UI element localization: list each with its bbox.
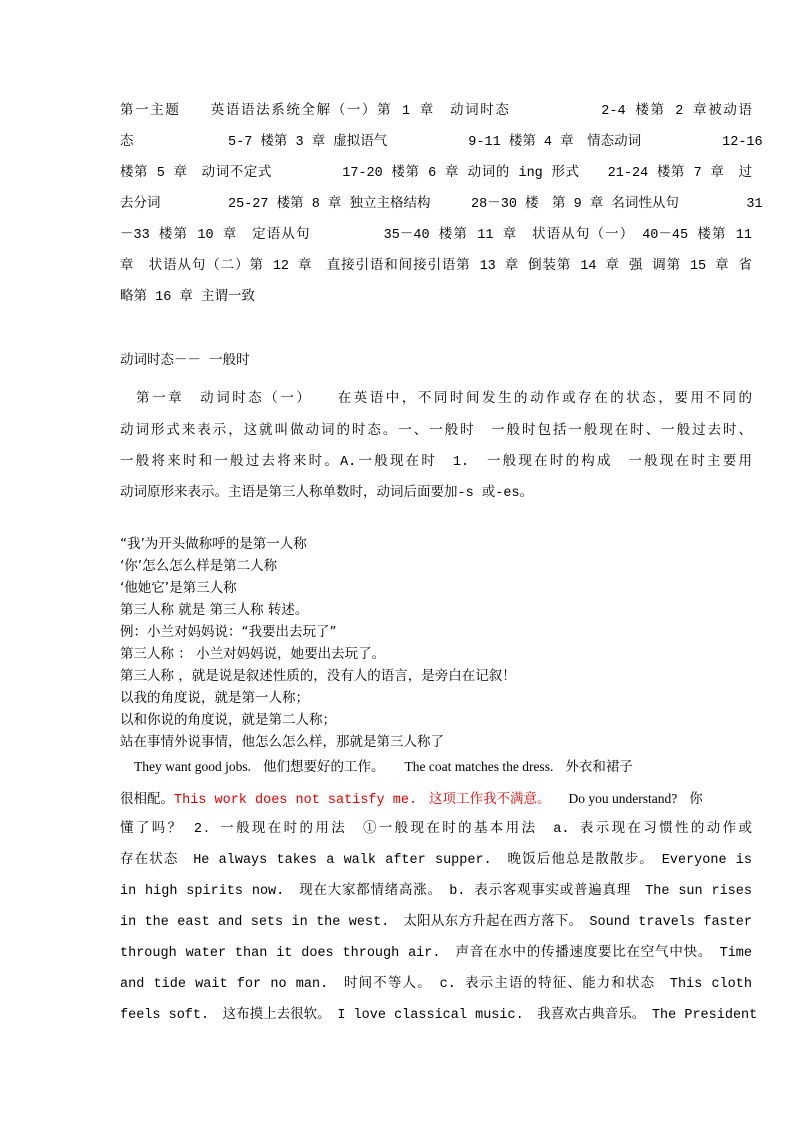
example-line-2	[120, 790, 703, 810]
intro-line-3: 一般将来时和一般过去将来时。A.一般现在时 1. 一般现在时的构成 一般现在时主要用	[120, 455, 752, 470]
note-line-2: ‘你’怎么怎么样是第二人称	[120, 558, 278, 574]
example-line-5: in high spirits now. 现在大家都情绪高涨。 b. 表示客观事实或普遍真理 The sun rises	[120, 884, 752, 899]
example-zh-match: 很相配。	[120, 793, 174, 808]
note-line-3: ‘他她它’是第三人称	[120, 580, 237, 596]
toc-line-5: －33 楼第 10 章 定语从句 35－40 楼第 11 章 状语从句（一） 40－45 楼第 11	[120, 228, 752, 243]
toc-line-6: 章 状语从句（二）第 12 章 直接引语和间接引语第 13 章 倒装第 14 章 强 调第 15 章 省	[120, 259, 752, 274]
example-line-7: through water than it does through air. 声音在水中的传播速度要比在空气中快。 Time	[120, 946, 752, 961]
example-line-1	[120, 758, 633, 778]
note-line-9: 以和你说的角度说，就是第二人称；	[120, 712, 336, 728]
example-line-9: feels soft. 这布摸上去很软。 I love classical music. 我喜欢古典音乐。 The President	[120, 1008, 758, 1023]
toc-line-7: 略第 16 章 主谓一致	[120, 290, 256, 305]
section-heading: 动词时态－－ 一般时	[120, 354, 250, 369]
note-line-7: 第三人称 ，就是说是叙述性质的，没有人的语言，是旁白在记叙！	[120, 668, 516, 684]
example-zh-red: 这项工作我不满意。	[429, 793, 551, 808]
note-line-10: 站在事情外说事情，他怎么怎么样，那就是第三人称了	[120, 734, 444, 750]
intro-line-4: 动词原形来表示。主语是第三人称单数时，动词后面要加-s 或-es。	[120, 486, 534, 501]
example-en-understand: Do you understand?	[568, 791, 678, 806]
intro-line-2: 动词形式来表示，这就叫做动词的时态。一、一般时 一般时包括一般现在时、一般过去时、	[120, 424, 752, 439]
example-line-3: 懂了吗？ 2．一般现在时的用法 ①一般现在时的基本用法 a. 表示现在习惯性的动作或	[120, 822, 752, 837]
example-en-jobs: They want good jobs.	[134, 759, 251, 774]
example-en-red: This work does not satisfy me.	[174, 793, 418, 808]
toc-line-3: 楼第 5 章 动词不定式 17-20 楼第 6 章 动词的 ing 形式 21-24 楼第 7 章 过	[120, 166, 752, 181]
example-line-8: and tide wait for no man. 时间不等人。 c. 表示主语的特征、能力和状态 This cloth	[120, 977, 752, 992]
note-line-4: 第三人称 就是 第三人称 转述。	[120, 602, 309, 618]
example-zh-coat: 外衣和裙子	[565, 761, 633, 776]
intro-line-1: 第一章 动词时态（一） 在英语中，不同时间发生的动作或存在的状态，要用不同的	[120, 392, 752, 407]
toc-line-4: 去分词 25-27 楼第 8 章 独立主格结构 28－30 楼 第 9 章 名词性从句 31	[120, 197, 763, 212]
note-line-1: “我’为开头做称呼的是第一人称	[120, 536, 307, 552]
example-zh-you: 你	[689, 793, 703, 808]
note-line-8: 以我的角度说，就是第一人称；	[120, 690, 309, 706]
note-line-6: 第三人称 ： 小兰对妈妈说，她要出去玩了。	[120, 646, 386, 662]
example-line-4: 存在状态 He always takes a walk after supper. 晚饭后他总是散散步。 Everyone is	[120, 853, 752, 868]
example-zh-jobs: 他们想要好的工作。	[263, 761, 385, 776]
example-line-6: in the east and sets in the west. 太阳从东方升起在西方落下。 Sound travels faster	[120, 915, 752, 930]
example-en-coat: The coat matches the dress.	[404, 759, 554, 774]
toc-line-2: 态 5-7 楼第 3 章 虚拟语气 9-11 楼第 4 章 情态动词 12-16	[120, 135, 763, 150]
note-line-5: 例：小兰对妈妈说：“我要出去玩了”	[120, 624, 337, 640]
toc-line-1: 第一主题 英语语法系统全解（一）第 1 章 动词时态 2-4 楼第 2 章被动语	[120, 104, 752, 119]
